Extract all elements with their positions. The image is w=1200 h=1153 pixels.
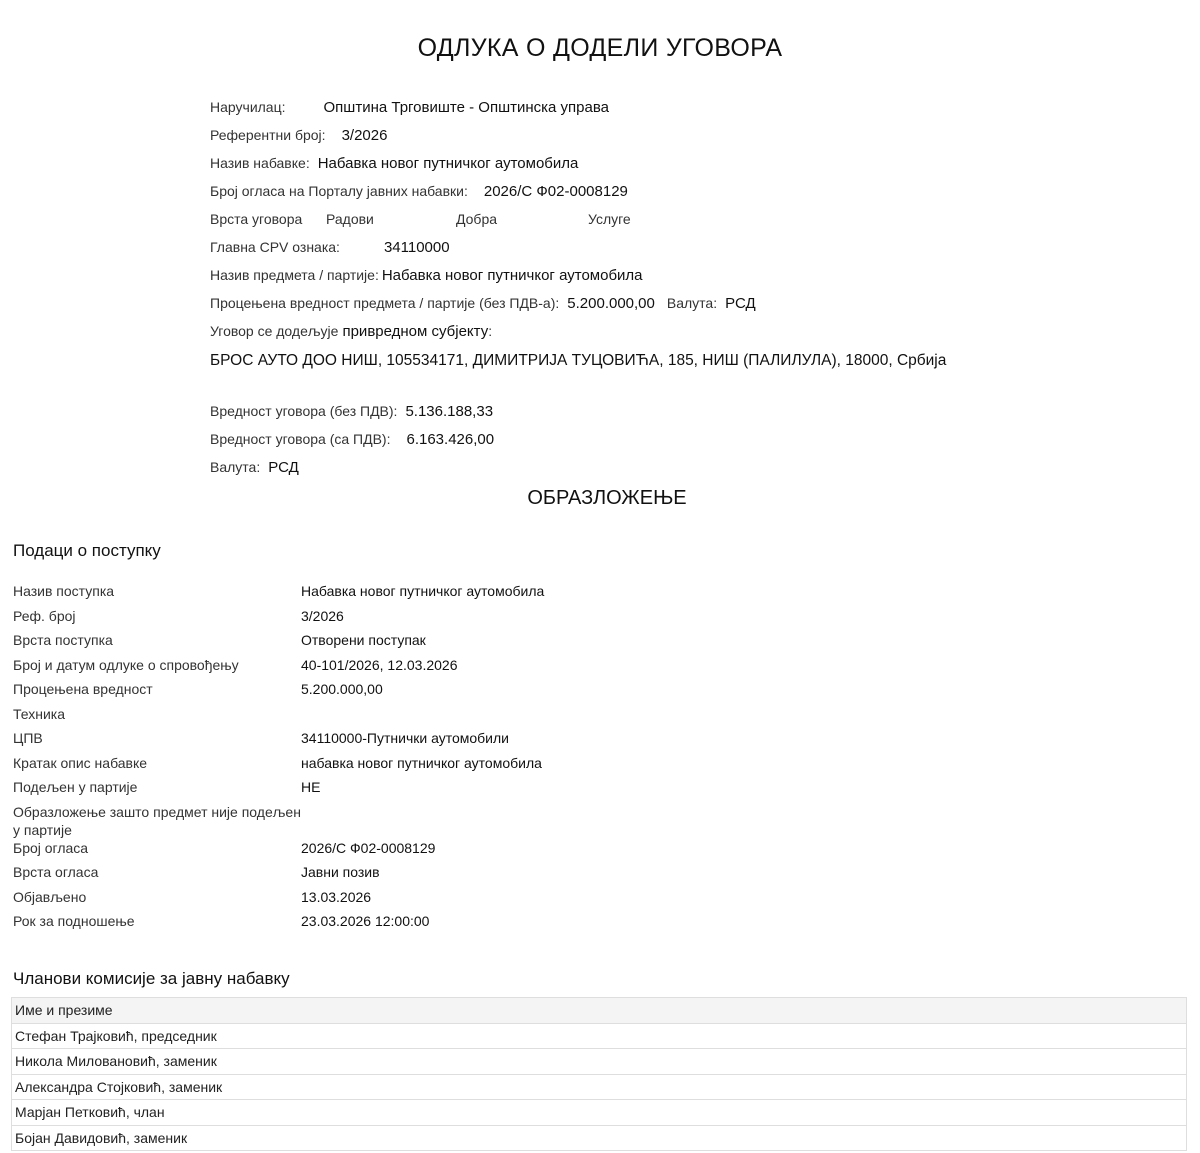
awarded-bold: привредном субјекту [342,323,489,340]
procedure-row-value: Набавка новог путничког аутомобила [301,583,545,599]
currency2-row [210,456,1110,484]
procedure-row-label: Број и датум одлуке о спровођењу [13,656,239,673]
procedure-row-label: Врста огласа [13,864,99,880]
procedure-row-label: Врста поступка [13,632,113,648]
awarded-prefix: Уговор се додељује [210,323,339,339]
procedure-row-value: НЕ [301,779,321,795]
awarded-suffix: : [488,323,493,339]
procedure-row [13,803,773,839]
procurement-value: Набавка новог путничког аутомобила [317,155,579,172]
procedure-row [13,607,773,632]
member-name: Марјан Петковић, члан [12,1100,1187,1126]
procedure-row-label: Процењена вредност [13,681,153,697]
supplier-row [210,350,1110,378]
procedure-row-label: Кратак опис набавке [13,754,148,771]
procedure-row-label: Техника [13,705,66,722]
member-name: Никола Миловановић, заменик [12,1049,1187,1075]
notice-label: Број огласа на Порталу јавних набавки: [210,183,468,199]
notice-row [210,180,1110,208]
member-name: Стефан Трајковић, председник [12,1023,1187,1049]
rationale-title: ОБРАЗЛОЖЕЊЕ [527,487,687,509]
contract-type-label: Врста уговора [210,211,303,227]
currency2-value: РСД [268,459,299,476]
procedure-row [13,888,773,913]
procedure-row-label: Рок за подношење [13,913,135,929]
column-header-name: Име и презиме [12,998,1187,1024]
procedure-row [13,705,773,730]
procedure-row-label: Подељен у партије [13,779,138,795]
cpv-row [210,236,1110,264]
procedure-row-value: 34110000-Путнички аутомобили [301,730,509,746]
value-net-label: Вредност уговора (без ПДВ): [210,403,398,419]
estimated-row [210,292,1110,320]
table-row [12,1049,1187,1075]
decision-header [210,96,1110,484]
estimated-label: Процењена вредност предмета / партије (без ПДВ-а): [210,295,560,311]
procedure-row [13,680,773,705]
value-net-value: 5.136.188,33 [405,403,494,420]
buyer-row [210,96,1110,124]
procedure-row [13,631,773,656]
buyer-label: Наручилац: [210,99,286,115]
value-gross-value: 6.163.426,00 [406,431,495,448]
procedure-row [13,839,773,864]
procedure-row [13,912,773,937]
contract-type-services: Услуге [588,211,631,227]
currency2-label: Валута: [210,459,261,475]
procedure-row-value: набавка новог путничког аутомобила [301,754,542,771]
document-title: ОДЛУКА О ДОДЕЛИ УГОВОРА [417,34,783,62]
contract-type-goods: Добра [456,211,498,227]
procedure-row [13,656,773,681]
supplier-value: БРОС АУТО ДОО НИШ, 105534171, ДИМИТРИЈА ТУЦОВИЋА, 185, НИШ (ПАЛИЛУЛА), 18000, Србија [210,352,947,369]
table-row [12,1023,1187,1049]
procedure-row-value: 2026/С Ф02-0008129 [301,839,436,856]
currency-label: Валута: [666,295,718,311]
table-row [12,1074,1187,1100]
committee-table-header [12,998,1187,1024]
procurement-label: Назив набавке: [210,155,310,171]
table-row [12,1100,1187,1126]
procedure-row-value: 23.03.2026 12:00:00 [301,913,430,929]
procedure-row [13,729,773,754]
awarded-row [210,320,1110,348]
procedure-row [13,863,773,888]
procedure-row-value: 3/2026 [301,607,344,624]
currency-value: РСД [725,295,756,312]
procedure-heading: Подаци о поступку [13,541,161,560]
procedure-row-value: 13.03.2026 [301,888,372,905]
procedure-row-label: Број огласа [13,839,89,856]
procurement-row [210,152,1110,180]
procedure-row-label: ЦПВ [13,730,43,746]
value-gross-label: Вредност уговора (са ПДВ): [210,431,391,447]
member-name: Александра Стојковић, заменик [12,1074,1187,1100]
committee-table [11,997,1187,1151]
value-gross-row [210,428,1110,456]
cpv-label: Главна CPV ознака: [210,239,340,255]
procedure-row-label: Објављено [13,888,87,905]
estimated-value: 5.200.000,00 [567,295,655,312]
notice-value: 2026/С Ф02-0008129 [483,183,628,200]
subject-value: Набавка новог путничког аутомобила [381,267,643,284]
procedure-row-label: Реф. број [13,607,76,624]
ref-row [210,124,1110,152]
procedure-row-value: Јавни позив [301,864,380,880]
subject-label: Назив предмета / партије: [210,267,379,283]
procedure-row-value: Отворени поступак [301,632,426,648]
cpv-value: 34110000 [383,239,450,256]
procedure-row [13,582,773,607]
subject-row [210,264,1110,292]
value-net-row [210,400,1110,428]
ref-value: 3/2026 [341,127,388,144]
member-name: Бојан Давидовић, заменик [12,1125,1187,1151]
committee-heading: Чланови комисије за јавну набавку [13,969,290,988]
procedure-row-value: 40-101/2026, 12.03.2026 [301,656,458,673]
ref-label: Референтни број: [210,127,326,143]
procedure-row-value: 5.200.000,00 [301,681,383,697]
procedure-row-label: Образложење зашто предмет није подељен у партије [13,803,301,838]
procedure-details [13,582,773,937]
buyer-value: Општина Трговиште - Општинска управа [323,99,609,116]
contract-type-works: Радови [326,211,374,227]
procedure-row-label: Назив поступка [13,583,115,599]
table-row [12,1125,1187,1151]
contract-type-row [210,208,1110,236]
procedure-row [13,754,773,779]
procedure-row [13,778,773,803]
